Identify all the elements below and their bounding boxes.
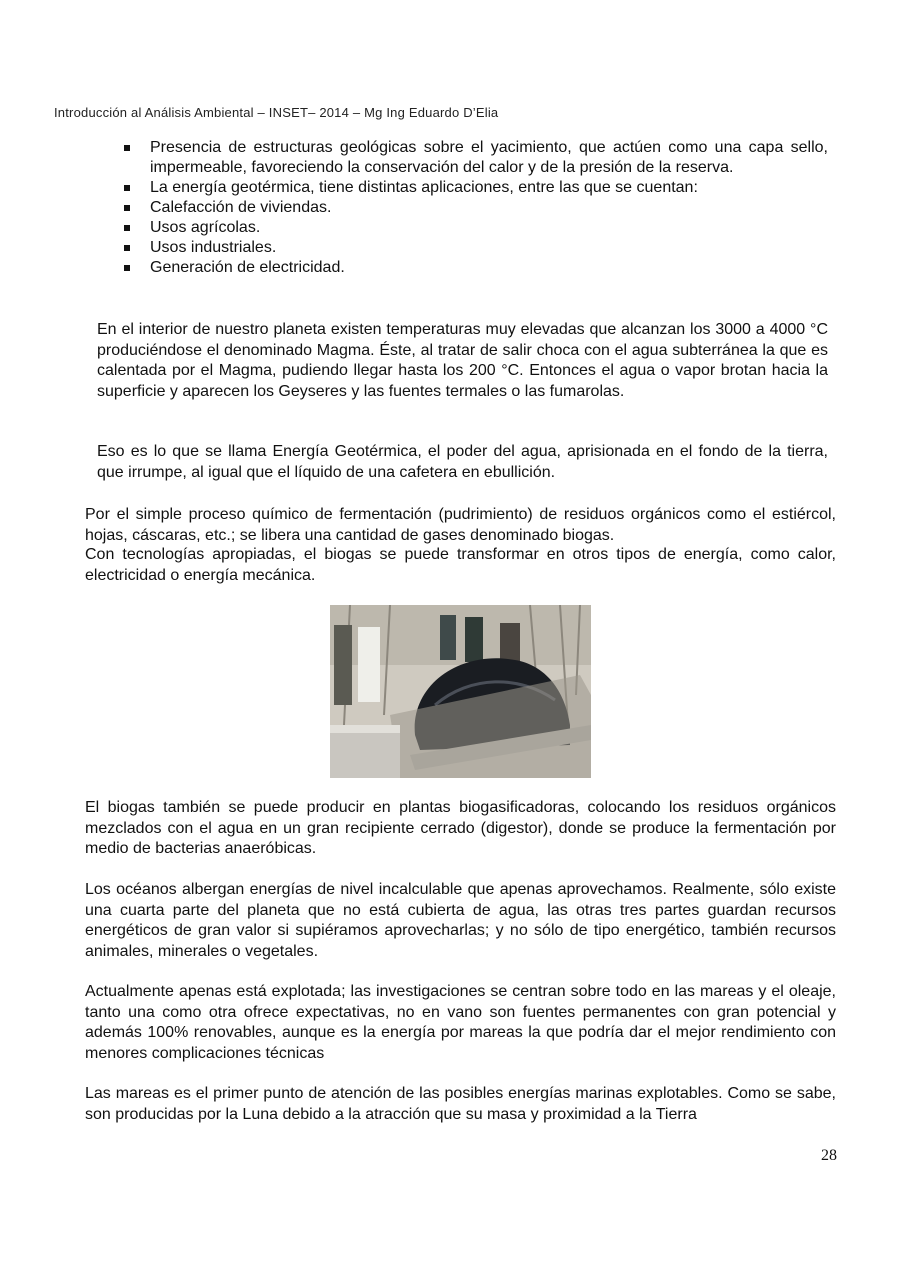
biogas-digester-photo [330, 605, 591, 778]
biogas-digester-image [330, 605, 591, 778]
square-bullet-icon [124, 265, 130, 271]
square-bullet-icon [124, 185, 130, 191]
paragraph-fermentacion: Por el simple proceso químico de fermentación (pudrimiento) de residuos orgánicos como el estiércol, hojas, cáscaras, etc.; se libera una cantidad de gases denominado biogas. [85, 506, 836, 544]
paragraph-energia-geotermica: Eso es lo que se llama Energía Geotérmica, el poder del agua, aprisionada en el fondo de la tierra, que irrumpe, al igual que el líquido de una cafetera en ebullición. [97, 443, 828, 481]
paragraph-tecnologias: Con tecnologías apropiadas, el biogas se puede transformar en otros tipos de energía, como calor, electricidad o energía mecánica. [85, 546, 836, 584]
paragraph-oceanos: Los océanos albergan energías de nivel incalculable que apenas aprovechamos. Realmente, sólo existe una cuarta parte del planeta que no está cubierta de agua, las otras tres partes guardan recursos energéticos de gran valor si supiéramos aprovecharlas; y no sólo de tipo energético, también recursos animales, minerales o vegetales. [85, 881, 836, 960]
bullet-item: Calefacción de viviendas. [122, 198, 828, 218]
bullet-list [122, 138, 828, 278]
bullet-item: Generación de electricidad. [122, 258, 828, 278]
paragraph-magma: En el interior de nuestro planeta existen temperaturas muy elevadas que alcanzan los 3000 a 4000 °C produciéndose el denominado Magma. Éste, al tratar de salir choca con el agua subterránea la que es calentada por el Magma, pudiendo llegar hasta los 200 °C. Entonces el agua o vapor brotan hacia la superficie y aparecen los Geyseres y las fuentes termales o las fumarolas. [97, 321, 828, 400]
paragraph-explotada: Actualmente apenas está explotada; las investigaciones se centran sobre todo en las mareas y el oleaje, tanto una como otra ofrece expectativas, no en vano son fuentes permanentes con gran potencial y además 100% renovables, aunque es la energía por mareas la que podría dar el mejor rendimiento con menores complicaciones técnicas [85, 983, 836, 1062]
paragraph-biogas-plantas: El biogas también se puede producir en plantas biogasificadoras, colocando los residuos orgánicos mezclados con el agua en un gran recipiente cerrado (digestor), donde se produce la fermentación por medio de bacterias anaeróbicas. [85, 799, 836, 857]
bullet-item: Usos industriales. [122, 238, 828, 258]
bullet-item: La energía geotérmica, tiene distintas aplicaciones, entre las que se cuentan: [122, 178, 828, 198]
bullet-item: Usos agrícolas. [122, 218, 828, 238]
square-bullet-icon [124, 225, 130, 231]
bullet-item: Presencia de estructuras geológicas sobre el yacimiento, que actúen como una capa sello, impermeable, favoreciendo la conservación del calor y de la presión de la reserva. [122, 138, 828, 178]
square-bullet-icon [124, 145, 130, 151]
page-number: 28 [821, 1147, 837, 1164]
paragraph-mareas: Las mareas es el primer punto de atención de las posibles energías marinas explotables. Como se sabe, son producidas por la Luna debido a la atracción que su masa y proximidad a la Tierra [85, 1085, 836, 1123]
page-header: Introducción al Análisis Ambiental – INSET– 2014 – Mg Ing Eduardo D’Elia [54, 105, 499, 120]
square-bullet-icon [124, 245, 130, 251]
square-bullet-icon [124, 205, 130, 211]
